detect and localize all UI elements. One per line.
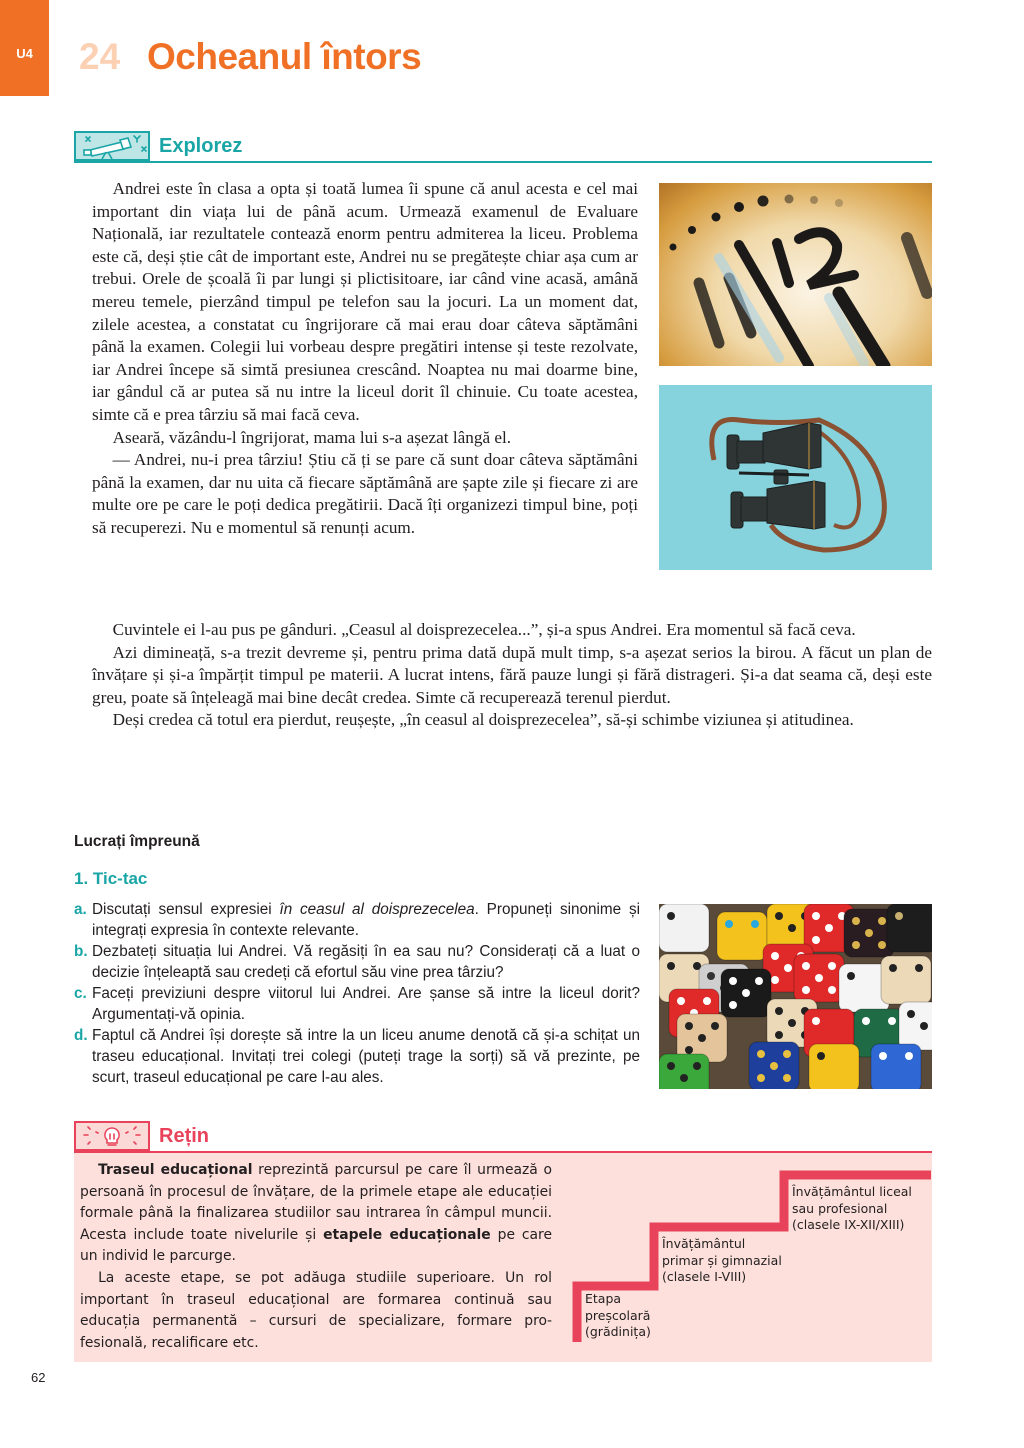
stair-line: sau profesional xyxy=(792,1200,888,1216)
stair-line: (grădinița) xyxy=(585,1324,651,1339)
retin-text-span: pe care un individ le parcurge. xyxy=(80,1226,553,1265)
task-letter: d. xyxy=(74,1027,88,1044)
task-item-d xyxy=(74,1025,640,1088)
education-stairs-diagram xyxy=(565,1160,940,1370)
retin-text-span: reprezintă parcursul pe care îl urmează o persoană în procesul de învățare, de la primele etape ale educației formale până la finalizarea studiilor sau intrarea în câmpul muncii. Acesta include toate nivelurile și xyxy=(80,1162,552,1243)
explore-section-header xyxy=(74,131,932,163)
unit-label: U4 xyxy=(16,46,33,61)
stair-line: Învățământul liceal xyxy=(792,1184,912,1199)
stair-line: (clasele I-VIII) xyxy=(662,1269,747,1284)
die xyxy=(809,1044,859,1089)
story-paragraph: — Andrei, nu-i prea târziu! Știu că ți se pare că sunt doar câteva săptămâni până la examen, dar nu uita că fiecare săptămână are șapte zile și fiecare zi are multe ore pe care le poți dedica pregătirii. Dacă îți organizezi timpul bine, poți să recuperezi. Nu e momentul să renunți acum. xyxy=(92,450,638,537)
task-title: 1. Tic-tac xyxy=(74,869,148,888)
term-bold: Traseul educațional xyxy=(98,1162,253,1178)
retin-label: Rețin xyxy=(159,1125,209,1147)
task-text: Faceți previziuni despre viitorul lui Andrei. Are șanse să intre la liceul dorit? Argumentați-vă opinia. xyxy=(92,985,640,1023)
dice-photo xyxy=(659,904,932,1089)
stair-line: Etapa xyxy=(585,1291,622,1306)
task-text: Discutați sensul expresiei xyxy=(92,901,280,918)
lightbulb-icon xyxy=(74,1121,150,1151)
task-item-a xyxy=(74,899,640,941)
retin-paragraph-2: La aceste etape, se pot adăuga studiile superioare. Un rol important în traseul educațional are formarea continuă sau educația permanentă – cursuri de specializare, formare profesională, recalificare etc. xyxy=(80,1269,552,1351)
stair-line: primar și gimnazial xyxy=(662,1252,782,1268)
explore-divider xyxy=(74,161,932,163)
lesson-title: Ocheanul întors xyxy=(147,36,422,77)
work-together-heading: Lucrați împreună xyxy=(74,833,200,850)
story-paragraph: Andrei este în clasa a opta și toată lumea îi spune că anul acesta e cel mai important din viața lui de până acum. Urmează examenul de Evaluare Națională, iar rezultatele contează enorm pentru admiterea la liceu. Problema este că, deși știe cât de important este, Andrei nu se pregătește chiar așa cum ar trebui. Orele de școală îi par lungi și plictisitoare, iar când vine acasă, amână mereu temele, pierzând timpul pe telefon sau la jocuri. La un moment dat, zilele acestea, a constatat cu îngrijorare că mai erau doar câteva săptămâni până la examen. Colegii lui vorbeau despre pregătiri intense și teste rezolvate, iar Andrei începe să simtă presiunea crescând. Noaptea nu mai doarme bine, iar gândul că ar putea să nu intre la liceul dorit îl chinuie. Cu toate acestea, simte că e prea târziu să mai facă ceva. xyxy=(92,179,638,424)
telescope-icon xyxy=(74,131,150,161)
die xyxy=(659,904,709,952)
task-text-italic: în ceasul al doisprezecelea xyxy=(279,901,475,918)
task-list xyxy=(74,899,640,1088)
story-paragraph: Cuvintele ei l-au pus pe gânduri. „Ceasul al doisprezecelea...”, și-a spus Andrei. Era momentul să facă ceva. xyxy=(112,620,856,639)
story-text-narrow xyxy=(92,178,638,540)
die xyxy=(717,912,767,960)
die xyxy=(749,1042,799,1089)
stair-label-primary xyxy=(662,1236,782,1286)
task-letter: a. xyxy=(74,901,87,918)
task-text: . Propuneți sinonime și integrați expresia în contexte relevante. xyxy=(92,901,640,939)
story-paragraph: Azi dimineață, s-a trezit devreme și, pentru prima dată după mult timp, s-a așezat serios la birou. A făcut un plan de învățare și și-a împărțit timpul pe materii. A lucrat intens, fără pauze lungi și fără distrageri. Și-a dat seama că, deși este greu, poate să înțeleagă mai bine decât credea. Simte că recuperează terenul pierdut. xyxy=(92,642,932,707)
die xyxy=(721,969,771,1017)
retin-text xyxy=(80,1160,552,1354)
die xyxy=(659,1054,709,1089)
stair-label-highschool xyxy=(792,1184,912,1234)
lesson-number: 24 xyxy=(79,36,121,77)
page-number: 62 xyxy=(31,1370,46,1385)
task-item-c xyxy=(74,983,640,1025)
explore-label: Explorez xyxy=(159,135,243,157)
die xyxy=(794,954,844,1002)
task-letter: b. xyxy=(74,943,88,960)
story-text-wide xyxy=(92,619,932,732)
story-paragraph: Aseară, văzându-l îngrijorat, mama lui s-a așezat lângă el. xyxy=(112,427,512,447)
die xyxy=(887,904,932,952)
task-item-b xyxy=(74,941,640,983)
task-text: Dezbateți situația lui Andrei. Vă regăsiți în ea sau nu? Considerați că a luat o decizie înțeleaptă sau credeți că efortul său vine prea târziu? xyxy=(92,943,640,981)
term-bold: etapele educaționale xyxy=(323,1226,491,1243)
stair-line: preșcolară xyxy=(585,1307,651,1323)
task-text: Faptul că Andrei își dorește să intre la un liceu anume denotă că și-a schițat un traseu educațional. Invitați trei colegi (puteți trage la sorți) să vă prezinte, pe scurt, traseul educațional pe care l-au ales. xyxy=(92,1027,640,1086)
retin-section-header xyxy=(74,1121,932,1153)
unit-tab xyxy=(0,0,49,96)
die xyxy=(899,1002,932,1050)
stair-label-preschool xyxy=(585,1291,651,1341)
binoculars-photo xyxy=(659,385,932,570)
task-letter: c. xyxy=(74,985,87,1002)
die xyxy=(871,1044,921,1089)
stair-line: Învățământul xyxy=(662,1236,746,1251)
clock-photo xyxy=(659,183,932,366)
die xyxy=(881,956,931,1004)
retin-paragraph-1 xyxy=(80,1160,552,1268)
story-paragraph: Deși credea că totul era pierdut, reușește, „în ceasul al doisprezecelea”, să-și schimbe viziunea și atitudinea. xyxy=(112,710,854,730)
stair-line: (clasele IX-XII/XIII) xyxy=(792,1217,905,1232)
